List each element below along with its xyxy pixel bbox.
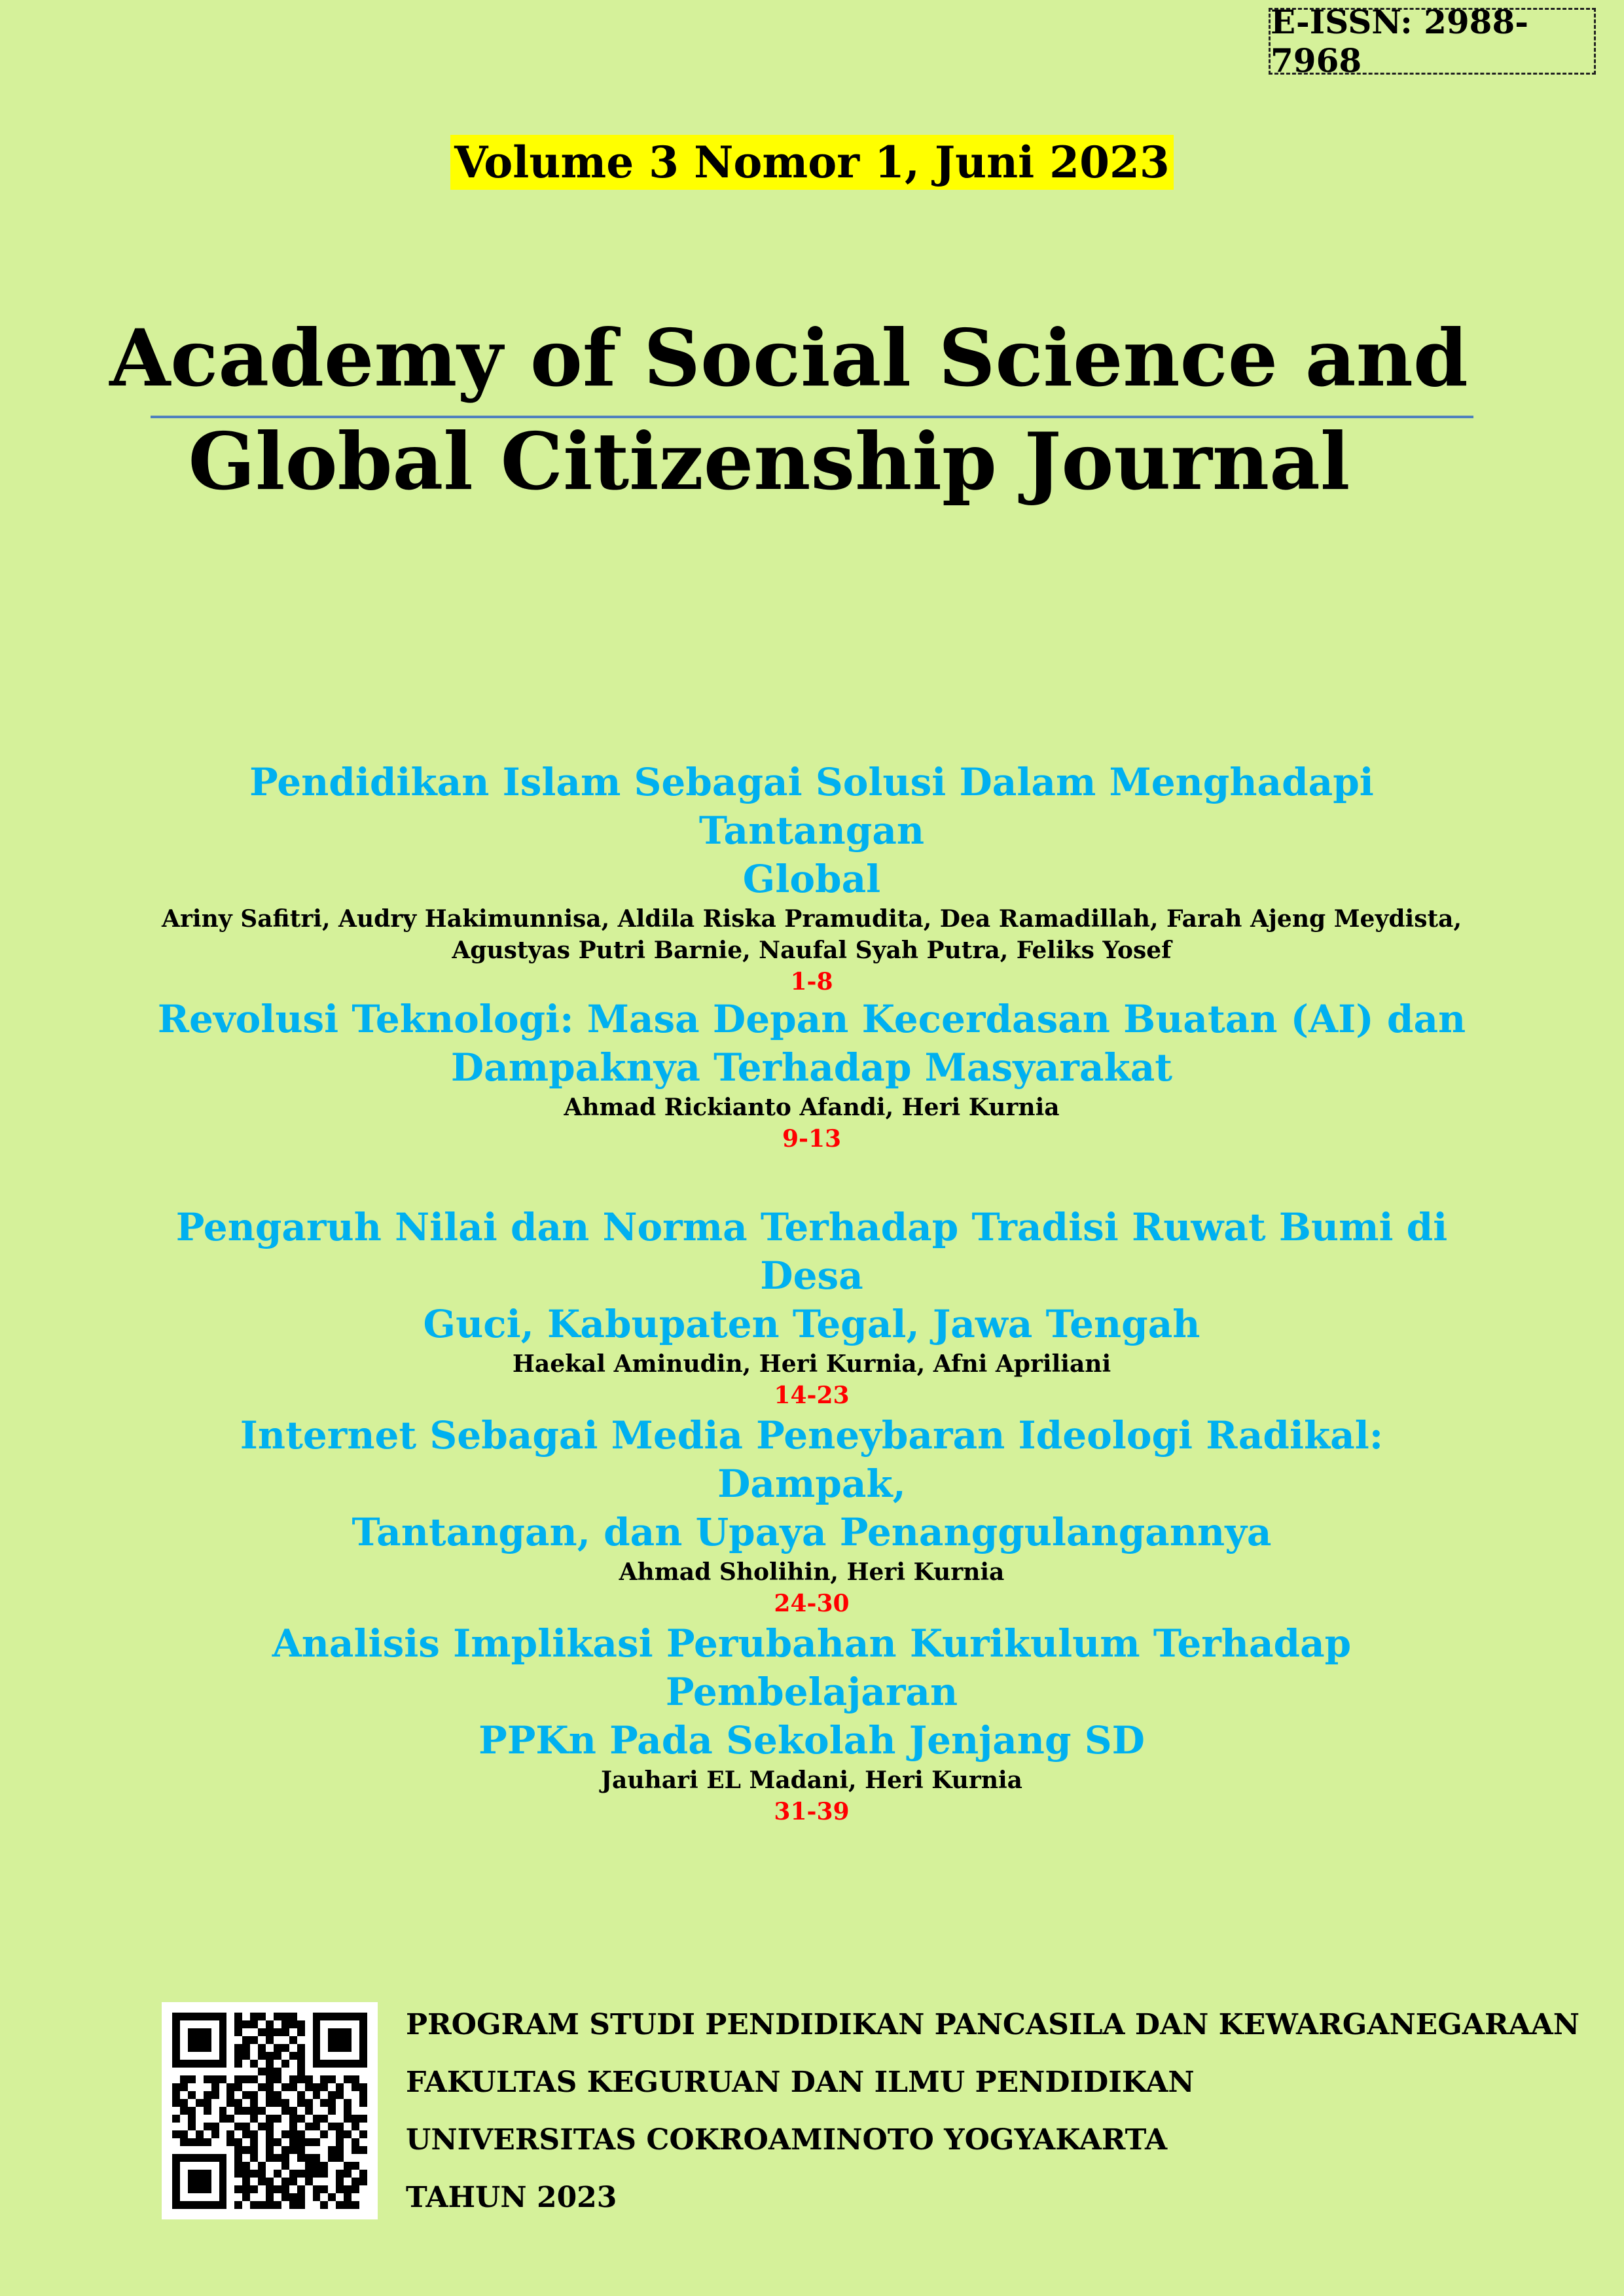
article-authors: Haekal Aminudin, Heri Kurnia, Afni Apriliani [512,1350,1111,1378]
journal-title-line1: Academy of Social Science and [109,312,1468,404]
article-title[interactable]: Analisis Implikasi Perubahan Kurikulum Terhadap Pembelajaran [272,1621,1352,1714]
article-title-cont[interactable]: Dampaknya Terhadap Masyarakat [450,1045,1173,1090]
article-title[interactable]: Internet Sebagai Media Peneybaran Ideologi Radikal: Dampak, [240,1413,1384,1506]
article-title-cont[interactable]: Global [742,857,881,901]
article-2 [157,995,1466,1155]
journal-title-line2: Global Citizenship Journal [188,416,1350,508]
footer-year: TAHUN 2023 [406,2181,617,2214]
article-title-cont[interactable]: PPKn Pada Sekolah Jenjang SD [478,1718,1145,1763]
footer-university: UNIVERSITAS COKROAMINOTO YOGYAKARTA [406,2123,1168,2157]
article-authors: Jauhari EL Madani, Heri Kurnia [601,1767,1022,1794]
article-title-cont[interactable]: Tantangan, dan Upaya Penanggulangannya [352,1510,1272,1554]
publisher-footer [406,1996,1584,2227]
article-title[interactable]: Revolusi Teknologi: Masa Depan Kecerdasan Buatan (AI) dan [157,997,1466,1041]
volume-label: Volume 3 Nomor 1, Juni 2023 [450,135,1174,190]
issn-box: E-ISSN: 2988-7968 [1269,8,1596,75]
article-pages: 31-39 [774,1798,850,1825]
article-4 [157,1411,1466,1619]
qr-code-matrix [172,2013,367,2209]
footer-faculty: FAKULTAS KEGURUAN DAN ILMU PENDIDIKAN [406,2066,1195,2099]
article-pages: 9-13 [782,1125,842,1153]
article-authors: Ahmad Rickianto Afandi, Heri Kurnia [564,1094,1060,1121]
article-5 [157,1619,1466,1827]
article-3 [157,1203,1466,1411]
qr-code-icon[interactable] [162,2002,378,2219]
volume-line [0,135,1624,190]
article-authors-cont: Agustyas Putri Barnie, Naufal Syah Putra, Feliks Yosef [452,937,1172,964]
article-pages: 14-23 [774,1382,850,1409]
article-pages: 24-30 [774,1590,850,1617]
article-title[interactable]: Pendidikan Islam Sebagai Solusi Dalam Menghadapi Tantangan [249,760,1374,853]
article-title[interactable]: Pengaruh Nilai dan Norma Terhadap Tradisi Ruwat Bumi di Desa [175,1205,1448,1298]
article-1 [157,758,1466,997]
footer-program: PROGRAM STUDI PENDIDIKAN PANCASILA DAN KEWARGANEGARAAN [406,2008,1579,2041]
article-authors: Ariny Safitri, Audry Hakimunnisa, Aldila Riska Pramudita, Dea Ramadillah, Farah Ajeng Meydista, [162,905,1462,933]
article-title-cont[interactable]: Guci, Kabupaten Tegal, Jawa Tengah [423,1302,1200,1346]
article-authors: Ahmad Sholihin, Heri Kurnia [619,1558,1005,1586]
article-pages: 1-8 [790,968,833,996]
